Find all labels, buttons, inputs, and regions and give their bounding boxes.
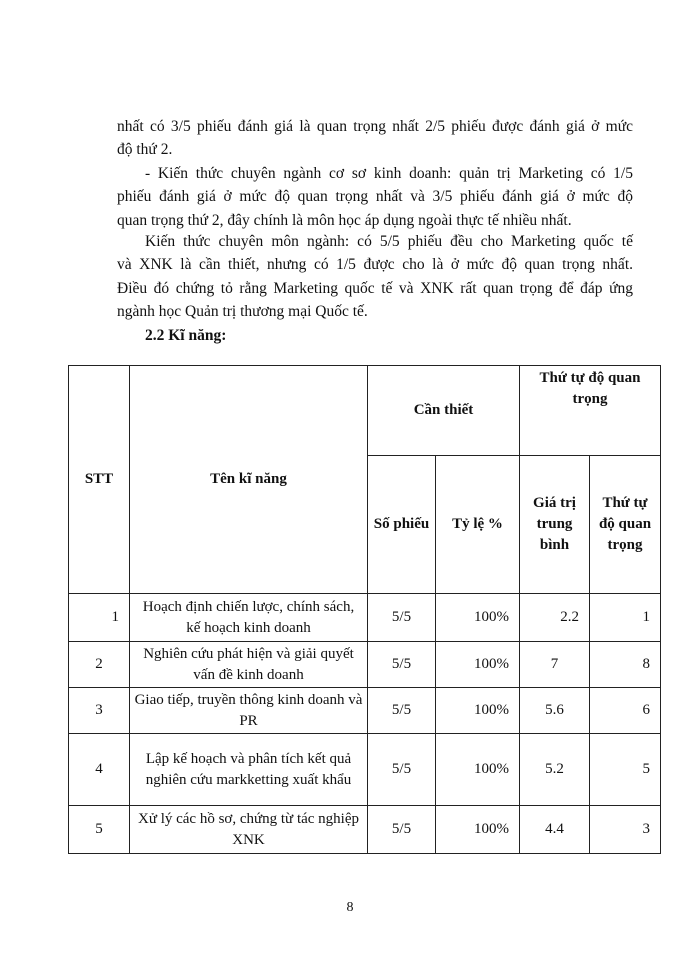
paragraph-3-line-3: Điều đó chứng tỏ rằng Marketing quốc tế và XNK rất quan trọng để đáp ứng — [117, 280, 633, 297]
cell-votes: 5/5 — [368, 594, 436, 642]
paragraph-3-line-4: ngành học Quản trị thương mại Quốc tế. — [117, 303, 368, 320]
cell-skill-name: Xử lý các hồ sơ, chứng từ tác nghiệp XNK — [130, 806, 368, 854]
table-row — [69, 806, 661, 854]
paragraph-1-line-2: độ thứ 2. — [117, 141, 173, 158]
cell-votes: 5/5 — [368, 688, 436, 734]
cell-avg: 7 — [520, 642, 590, 688]
cell-order: 1 — [590, 594, 661, 642]
section-heading: 2.2 Kĩ năng: — [145, 327, 227, 344]
paragraph-3-line-2: và XNK là cần thiết, nhưng có 1/5 được cho là ở mức độ quan trọng nhất. — [117, 256, 633, 273]
cell-avg: 5.2 — [520, 734, 590, 806]
table-row — [69, 688, 661, 734]
cell-votes: 5/5 — [368, 642, 436, 688]
header-avg-value: Giá trị trung bình — [520, 456, 590, 594]
cell-skill-name: Lập kế hoạch và phân tích kết quả nghiên cứu markketting xuất khẩu — [130, 734, 368, 806]
cell-order: 6 — [590, 688, 661, 734]
table-row — [69, 642, 661, 688]
cell-order: 3 — [590, 806, 661, 854]
cell-stt: 5 — [69, 806, 130, 854]
cell-avg: 4.4 — [520, 806, 590, 854]
cell-skill-name: Giao tiếp, truyền thông kinh doanh và PR — [130, 688, 368, 734]
cell-votes: 5/5 — [368, 806, 436, 854]
cell-votes: 5/5 — [368, 734, 436, 806]
cell-order: 5 — [590, 734, 661, 806]
cell-skill-name: Hoạch định chiến lược, chính sách, kế hoạch kinh doanh — [130, 594, 368, 642]
table-row — [69, 594, 661, 642]
header-ratio: Tỷ lệ % — [436, 456, 520, 594]
header-order: Thứ tự độ quan trọng — [590, 456, 661, 594]
cell-stt: 3 — [69, 688, 130, 734]
cell-ratio: 100% — [436, 642, 520, 688]
header-importance-order: Thứ tự độ quan trọng — [520, 366, 661, 456]
page-number: 8 — [346, 900, 354, 915]
header-votes: Số phiếu — [368, 456, 436, 594]
paragraph-1-line-1: nhất có 3/5 phiếu đánh giá là quan trọng nhất 2/5 phiếu được đánh giá ở mức — [117, 118, 633, 135]
header-needed: Cần thiết — [368, 366, 520, 456]
table-header-row-1 — [69, 366, 661, 456]
paragraph-3-line-1: Kiến thức chuyên môn ngành: có 5/5 phiếu đều cho Marketing quốc tế — [145, 233, 633, 250]
cell-ratio: 100% — [436, 734, 520, 806]
paragraph-2-line-1: - Kiến thức chuyên ngành cơ sơ kinh doanh: quản trị Marketing có 1/5 — [145, 165, 633, 182]
header-stt: STT — [69, 366, 130, 594]
paragraph-2-line-2: phiếu đánh giá ở mức độ quan trọng nhất và 3/5 phiếu đánh giá ở mức độ — [117, 188, 633, 205]
cell-avg: 5.6 — [520, 688, 590, 734]
cell-stt: 2 — [69, 642, 130, 688]
cell-ratio: 100% — [436, 806, 520, 854]
cell-skill-name: Nghiên cứu phát hiện và giải quyết vấn đề kinh doanh — [130, 642, 368, 688]
cell-stt: 4 — [69, 734, 130, 806]
cell-stt: 1 — [69, 594, 130, 642]
cell-ratio: 100% — [436, 594, 520, 642]
paragraph-2-line-3: quan trọng thứ 2, đây chính là môn học áp dụng ngoài thực tế nhiều nhất. — [117, 212, 572, 229]
cell-order: 8 — [590, 642, 661, 688]
skills-table — [68, 365, 661, 854]
cell-ratio: 100% — [436, 688, 520, 734]
table-row — [69, 734, 661, 806]
header-skill-name: Tên kĩ năng — [130, 366, 368, 594]
cell-avg: 2.2 — [520, 594, 590, 642]
